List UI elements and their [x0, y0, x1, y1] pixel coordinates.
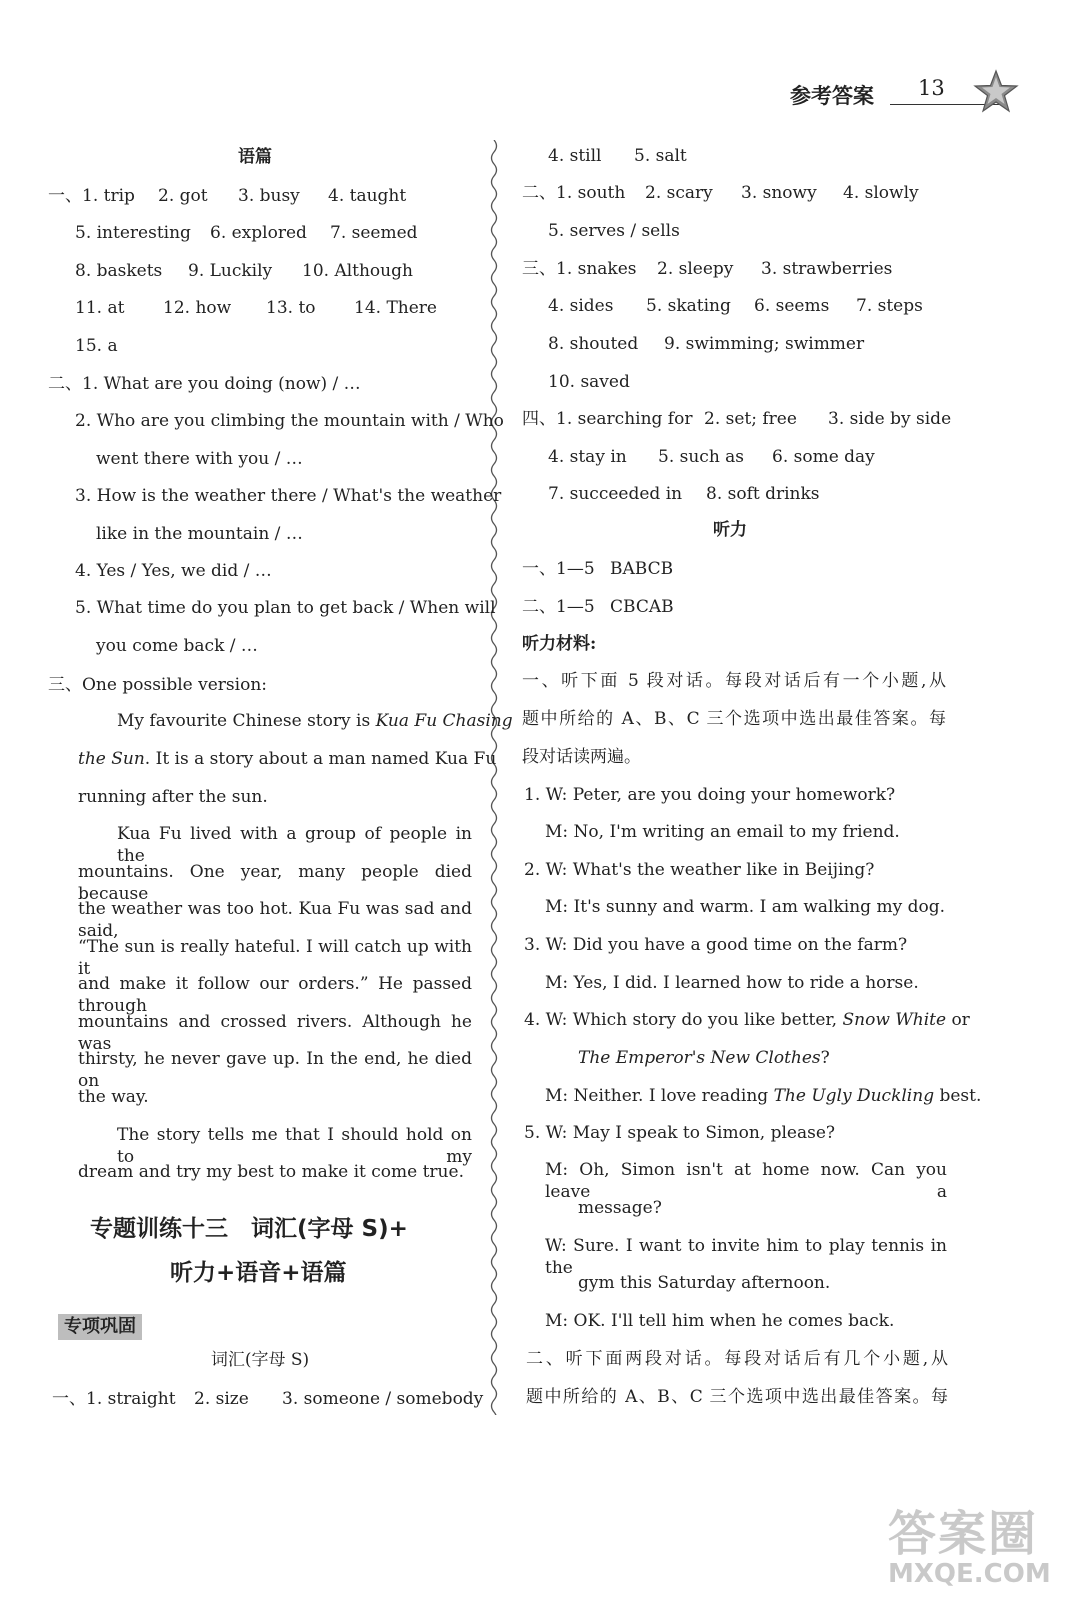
- running-header-title: 参考答案: [790, 84, 874, 108]
- answer-item: 8. baskets: [75, 261, 163, 281]
- answer-item: 三、1. snakes: [522, 259, 637, 279]
- answer-item: 8. shouted: [548, 334, 639, 354]
- dialogue-line: gym this Saturday afternoon.: [578, 1273, 831, 1293]
- essay-line: My favourite Chinese story is Kua Fu Chasing: [117, 711, 513, 731]
- essay-line: The story tells me that I should hold on to my: [117, 1125, 472, 1167]
- dialogue-line: 1. W: Peter, are you doing your homework?: [524, 785, 896, 805]
- site-watermark: 答案圈 MXQE.COM: [888, 1506, 1051, 1589]
- answer-item: 3. strawberries: [761, 259, 893, 279]
- answer-item: 9. swimming; swimmer: [664, 334, 865, 354]
- instruction-line: 一、听下面 5 段对话。每段对话后有一个小题,从: [522, 671, 946, 691]
- answer-item: 四、1. searching for: [522, 409, 693, 429]
- dialogue-line: M: Oh, Simon isn't at home now. Can you leave a: [545, 1160, 947, 1202]
- essay-intro: 三、One possible version:: [48, 675, 267, 695]
- answer-item: 一、1—5: [522, 559, 595, 579]
- instruction-line: 题中所给的 A、B、C 三个选项中选出最佳答案。每: [522, 709, 946, 729]
- answer-line: you come back / …: [96, 636, 258, 656]
- answer-item: 5. such as: [658, 447, 745, 467]
- answer-item: 7. steps: [856, 296, 923, 316]
- dialogue-line: The Emperor's New Clothes?: [578, 1048, 830, 1068]
- instruction-line: 题中所给的 A、B、C 三个选项中选出最佳答案。每: [526, 1387, 948, 1407]
- answer-item: 2. set; free: [704, 409, 797, 429]
- essay-line: “The sun is really hateful. I will catch up with it: [78, 937, 472, 979]
- answer-item: 2. got: [158, 186, 208, 206]
- answer-item: 3. side by side: [828, 409, 952, 429]
- answer-item: 5. serves / sells: [548, 221, 680, 241]
- column-divider: [487, 140, 501, 1415]
- answer-item: 3. busy: [238, 186, 300, 206]
- answer-item: BABCB: [610, 559, 674, 579]
- section-title: 专题训练十三 词汇(字母 S)+: [90, 1216, 408, 1242]
- essay-line: running after the sun.: [78, 787, 268, 807]
- answer-line: 2. Who are you climbing the mountain with / Who: [75, 411, 504, 431]
- dialogue-line: M: It's sunny and warm. I am walking my dog.: [545, 897, 945, 917]
- answer-item: CBCAB: [610, 597, 674, 617]
- vocab-heading: 词汇(字母 S): [210, 1350, 310, 1370]
- dialogue-line: W: Sure. I want to invite him to play tennis in the: [545, 1236, 947, 1278]
- star-icon: [972, 68, 1020, 116]
- answer-item: 二、1. south: [522, 183, 626, 203]
- essay-line: thirsty, he never gave up. In the end, he died on: [78, 1049, 472, 1091]
- answer-item: 2. size: [194, 1389, 249, 1409]
- essay-line: mountains. One year, many people died because: [78, 862, 472, 904]
- page-number: 13: [918, 76, 945, 100]
- essay-line: and make it follow our orders.” He passed through: [78, 974, 472, 1016]
- answer-item: 3. snowy: [741, 183, 817, 203]
- answer-line: went there with you / …: [96, 449, 303, 469]
- dialogue-line: message?: [578, 1198, 662, 1218]
- answer-line: 4. Yes / Yes, we did / …: [75, 561, 272, 581]
- answer-item: 11. at: [75, 298, 125, 318]
- section-badge: 专项巩固: [58, 1314, 142, 1340]
- answer-item: 5. skating: [646, 296, 731, 316]
- answer-item: 二、1—5: [522, 597, 595, 617]
- answer-line: like in the mountain / …: [96, 524, 303, 544]
- answer-item: 2. sleepy: [657, 259, 734, 279]
- answer-line: 3. How is the weather there / What's the weather: [75, 486, 502, 506]
- answer-item: 2. scary: [645, 183, 713, 203]
- answer-item: 4. stay in: [548, 447, 627, 467]
- tingli-heading: 听力: [713, 520, 747, 540]
- essay-line: the Sun. It is a story about a man named Kua Fu: [78, 749, 497, 769]
- dialogue-line: 4. W: Which story do you like better, Snow White or: [524, 1010, 970, 1030]
- instruction-line: 段对话读两遍。: [522, 747, 641, 767]
- answer-item: 4. sides: [548, 296, 614, 316]
- answer-item: 5. interesting: [75, 223, 191, 243]
- answer-item: 7. succeeded in: [548, 484, 683, 504]
- essay-line: the way.: [78, 1087, 149, 1107]
- material-label: 听力材料:: [522, 634, 597, 654]
- dialogue-line: 2. W: What's the weather like in Beijing?: [524, 860, 875, 880]
- answer-item: 6. explored: [210, 223, 307, 243]
- dialogue-line: M: OK. I'll tell him when he comes back.: [545, 1311, 895, 1331]
- answer-item: 5. salt: [634, 146, 687, 166]
- answer-item: 4. taught: [328, 186, 407, 206]
- answer-item: 10. Although: [302, 261, 413, 281]
- dialogue-line: M: Neither. I love reading The Ugly Duckling best.: [545, 1086, 982, 1106]
- dialogue-line: 3. W: Did you have a good time on the farm?: [524, 935, 908, 955]
- answer-item: 7. seemed: [330, 223, 418, 243]
- yupian-heading: 语篇: [238, 147, 272, 167]
- answer-line: 5. What time do you plan to get back / When will: [75, 598, 496, 618]
- answer-item: 13. to: [266, 298, 316, 318]
- answer-item: 9. Luckily: [188, 261, 273, 281]
- essay-line: the weather was too hot. Kua Fu was sad and said,: [78, 899, 472, 941]
- answer-item: 一、1. straight: [52, 1389, 176, 1409]
- answer-item: 4. still: [548, 146, 602, 166]
- answer-item: 3. someone / somebody: [282, 1389, 484, 1409]
- answer-item: 12. how: [163, 298, 232, 318]
- section-title: 听力+语音+语篇: [170, 1260, 347, 1286]
- dialogue-line: 5. W: May I speak to Simon, please?: [524, 1123, 836, 1143]
- dialogue-line: M: No, I'm writing an email to my friend.: [545, 822, 900, 842]
- dialogue-line: M: Yes, I did. I learned how to ride a horse.: [545, 973, 919, 993]
- answer-item: 6. seems: [754, 296, 830, 316]
- answer-item: 10. saved: [548, 372, 630, 392]
- essay-line: dream and try my best to make it come true.: [78, 1162, 464, 1182]
- essay-line: Kua Fu lived with a group of people in the: [117, 824, 472, 866]
- answer-item: 6. some day: [772, 447, 875, 467]
- answer-line: 二、1. What are you doing (now) / …: [48, 374, 361, 394]
- answer-item: 15. a: [75, 336, 118, 356]
- answer-item: 8. soft drinks: [706, 484, 820, 504]
- instruction-line: 二、听下面两段对话。每段对话后有几个小题,从: [526, 1349, 948, 1369]
- answer-item: 14. There: [354, 298, 437, 318]
- essay-line: mountains and crossed rivers. Although he was: [78, 1012, 472, 1054]
- answer-item: 4. slowly: [843, 183, 919, 203]
- answer-item: 一、1. trip: [48, 186, 135, 206]
